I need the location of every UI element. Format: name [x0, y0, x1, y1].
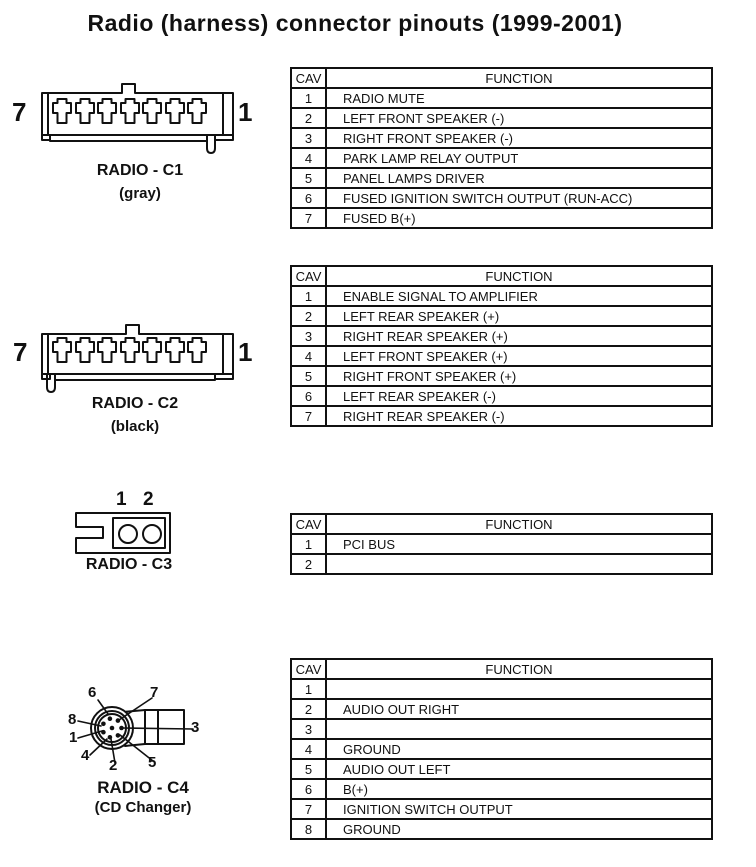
function-cell: RIGHT REAR SPEAKER (+) [326, 326, 712, 346]
function-cell: LEFT REAR SPEAKER (-) [326, 386, 712, 406]
cav-cell: 4 [291, 148, 326, 168]
table-row [291, 779, 712, 799]
cav-cell: 6 [291, 188, 326, 208]
c3-pinout-table [290, 513, 713, 575]
c4-pinout-table [290, 658, 713, 840]
table-header-row [291, 266, 712, 286]
c4-pin4-callout: 4 [81, 747, 90, 764]
cav-cell: 1 [291, 679, 326, 699]
function-cell: PARK LAMP RELAY OUTPUT [326, 148, 712, 168]
cav-cell: 5 [291, 759, 326, 779]
c1-lock-prong [207, 135, 215, 153]
function-cell: GROUND [326, 739, 712, 759]
function-cell: ENABLE SIGNAL TO AMPLIFIER [326, 286, 712, 306]
table-row [291, 148, 712, 168]
cav-cell: 4 [291, 739, 326, 759]
function-cell: LEFT FRONT SPEAKER (+) [326, 346, 712, 366]
cav-cell: 2 [291, 699, 326, 719]
table-row [291, 759, 712, 779]
table-row [291, 819, 712, 839]
function-cell: FUSED B(+) [326, 208, 712, 228]
function-cell [326, 554, 712, 574]
c4-pin6-callout: 6 [88, 684, 97, 701]
cav-cell: 1 [291, 286, 326, 306]
c2-connector-color: (black) [110, 418, 160, 435]
cav-cell: 5 [291, 366, 326, 386]
function-cell: PCI BUS [326, 534, 712, 554]
function-cell [326, 679, 712, 699]
cav-cell: 1 [291, 534, 326, 554]
c1-connector-color: (gray) [119, 185, 161, 202]
cav-cell: 7 [291, 406, 326, 426]
table-row [291, 719, 712, 739]
c4-connector-type: (CD Changer) [94, 799, 192, 816]
c1-pin1-number: 1 [238, 97, 253, 127]
c3-connector-name: RADIO - C3 [85, 556, 173, 573]
cav-column-header: CAV [291, 514, 326, 534]
function-column-header: FUNCTION [326, 68, 712, 88]
table-row [291, 88, 712, 108]
cav-cell: 3 [291, 719, 326, 739]
table-row [291, 128, 712, 148]
table-row [291, 739, 712, 759]
cav-column-header: CAV [291, 68, 326, 88]
cav-cell: 2 [291, 108, 326, 128]
table-row [291, 168, 712, 188]
c2-connector-name: RADIO - C2 [91, 395, 179, 412]
function-cell: FUSED IGNITION SWITCH OUTPUT (RUN-ACC) [326, 188, 712, 208]
c2-pin1-number: 1 [238, 337, 253, 367]
function-column-header: FUNCTION [326, 659, 712, 679]
cav-cell: 7 [291, 799, 326, 819]
c4-connector-name: RADIO - C4 [97, 778, 189, 797]
cav-column-header: CAV [291, 659, 326, 679]
table-row [291, 699, 712, 719]
page-title: Radio (harness) connector pinouts (1999-2001) [87, 10, 623, 36]
c1-connector-name: RADIO - C1 [96, 162, 184, 179]
function-cell: GROUND [326, 819, 712, 839]
c1-connector-drawing [10, 78, 260, 163]
function-cell: RIGHT REAR SPEAKER (-) [326, 406, 712, 426]
function-cell: AUDIO OUT LEFT [326, 759, 712, 779]
table-row [291, 188, 712, 208]
c4-pin7-callout: 7 [150, 684, 159, 701]
function-cell: PANEL LAMPS DRIVER [326, 168, 712, 188]
function-cell: AUDIO OUT RIGHT [326, 699, 712, 719]
cav-cell: 2 [291, 306, 326, 326]
function-cell: RIGHT FRONT SPEAKER (+) [326, 366, 712, 386]
table-header-row [291, 659, 712, 679]
c1-pin7-number: 7 [12, 97, 27, 127]
cav-cell: 4 [291, 346, 326, 366]
table-row [291, 306, 712, 326]
table-row [291, 534, 712, 554]
table-row [291, 554, 712, 574]
table-header-row [291, 514, 712, 534]
table-row [291, 386, 712, 406]
cav-cell: 8 [291, 819, 326, 839]
c4-pin2-callout: 2 [109, 757, 118, 774]
table-row [291, 799, 712, 819]
cav-cell: 6 [291, 386, 326, 406]
c4-pin8-callout: 8 [68, 711, 77, 728]
cav-column-header: CAV [291, 266, 326, 286]
function-cell: B(+) [326, 779, 712, 799]
cav-cell: 2 [291, 554, 326, 574]
function-cell: LEFT REAR SPEAKER (+) [326, 306, 712, 326]
function-cell: RIGHT FRONT SPEAKER (-) [326, 128, 712, 148]
c3-pin1-number: 1 [116, 489, 127, 510]
function-cell: RADIO MUTE [326, 88, 712, 108]
table-row [291, 286, 712, 306]
c1-pinout-table [290, 67, 713, 229]
cav-cell: 6 [291, 779, 326, 799]
table-row [291, 108, 712, 128]
function-cell: IGNITION SWITCH OUTPUT [326, 799, 712, 819]
table-row [291, 346, 712, 366]
function-column-header: FUNCTION [326, 514, 712, 534]
cav-cell: 3 [291, 128, 326, 148]
cav-cell: 5 [291, 168, 326, 188]
c2-pin7-number: 7 [13, 337, 28, 367]
cav-cell: 7 [291, 208, 326, 228]
table-row [291, 326, 712, 346]
cav-cell: 1 [291, 88, 326, 108]
c4-pin1-callout: 1 [69, 729, 78, 746]
function-column-header: FUNCTION [326, 266, 712, 286]
table-row [291, 406, 712, 426]
c2-pinout-table [290, 265, 713, 427]
c3-pin2-number: 2 [143, 489, 154, 510]
c4-pin5-callout: 5 [148, 754, 157, 771]
table-row [291, 208, 712, 228]
function-cell: LEFT FRONT SPEAKER (-) [326, 108, 712, 128]
function-cell [326, 719, 712, 739]
table-row [291, 366, 712, 386]
c4-pin3-callout: 3 [191, 719, 200, 736]
table-row [291, 679, 712, 699]
table-header-row [291, 68, 712, 88]
cav-cell: 3 [291, 326, 326, 346]
